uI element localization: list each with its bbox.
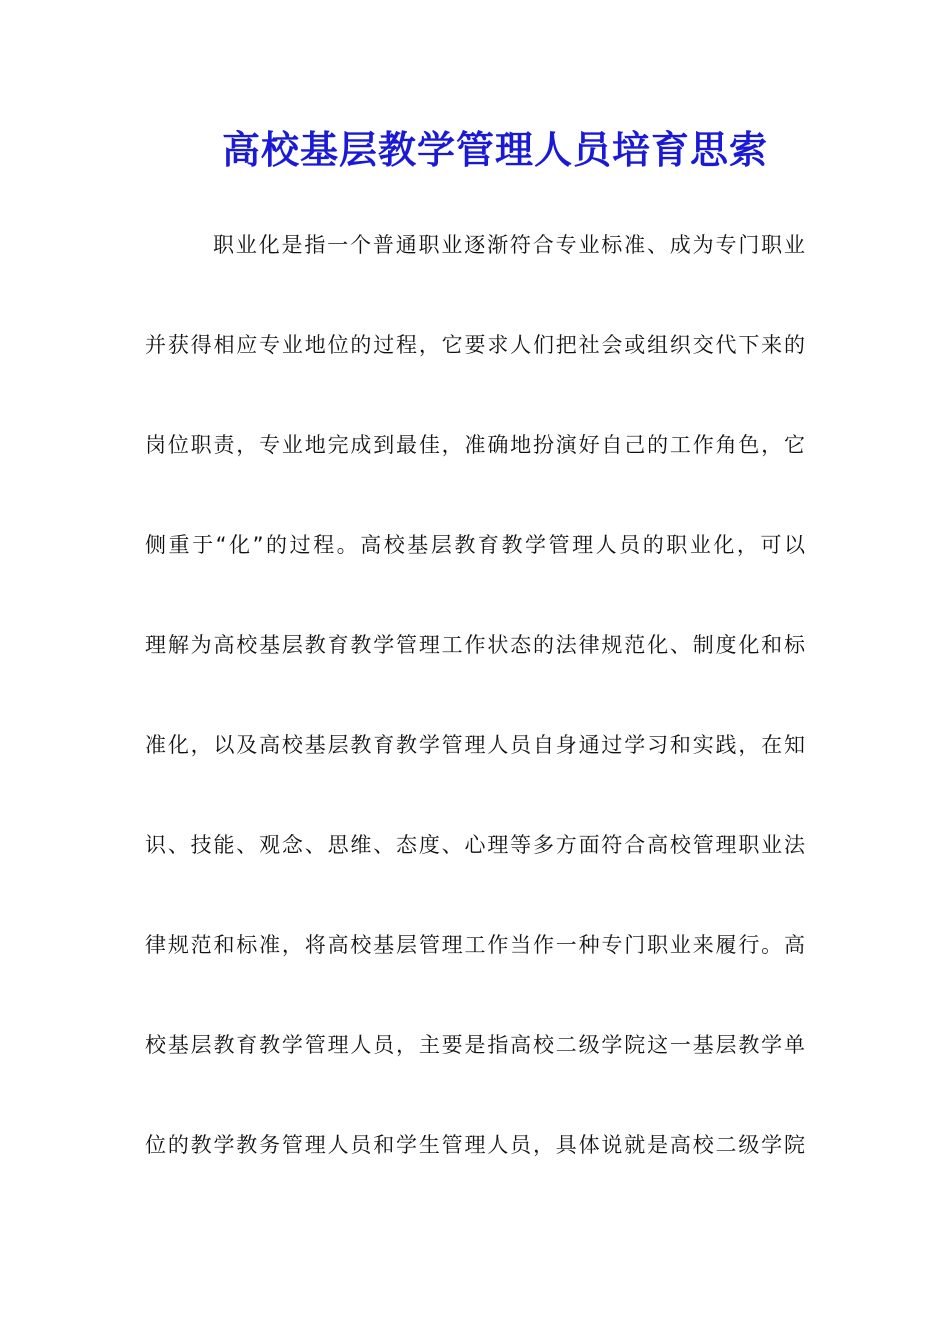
paragraph-line: 侧重于“化”的过程。高校基层教育教学管理人员的职业化，可以	[145, 533, 805, 557]
paragraph-line: 并获得相应专业地位的过程，它要求人们把社会或组织交代下来的	[145, 333, 805, 357]
document-title: 高校基层教学管理人员培育思索	[221, 127, 768, 172]
paragraph-line: 准化，以及高校基层教育教学管理人员自身通过学习和实践，在知	[145, 733, 805, 757]
paragraph-line: 职业化是指一个普通职业逐渐符合专业标准、成为专门职业	[213, 233, 805, 257]
paragraph-line: 识、技能、观念、思维、态度、心理等多方面符合高校管理职业法	[145, 833, 805, 857]
paragraph-line: 律规范和标准，将高校基层管理工作当作一种专门职业来履行。高	[145, 933, 805, 957]
paragraph-line: 理解为高校基层教育教学管理工作状态的法律规范化、制度化和标	[145, 633, 805, 657]
body-paragraph	[145, 215, 805, 1215]
paragraph-line: 岗位职责，专业地完成到最佳，准确地扮演好自己的工作角色，它	[145, 433, 805, 457]
paragraph-line: 位的教学教务管理人员和学生管理人员，具体说就是高校二级学院	[145, 1133, 805, 1157]
paragraph-line: 校基层教育教学管理人员，主要是指高校二级学院这一基层教学单	[145, 1033, 805, 1057]
